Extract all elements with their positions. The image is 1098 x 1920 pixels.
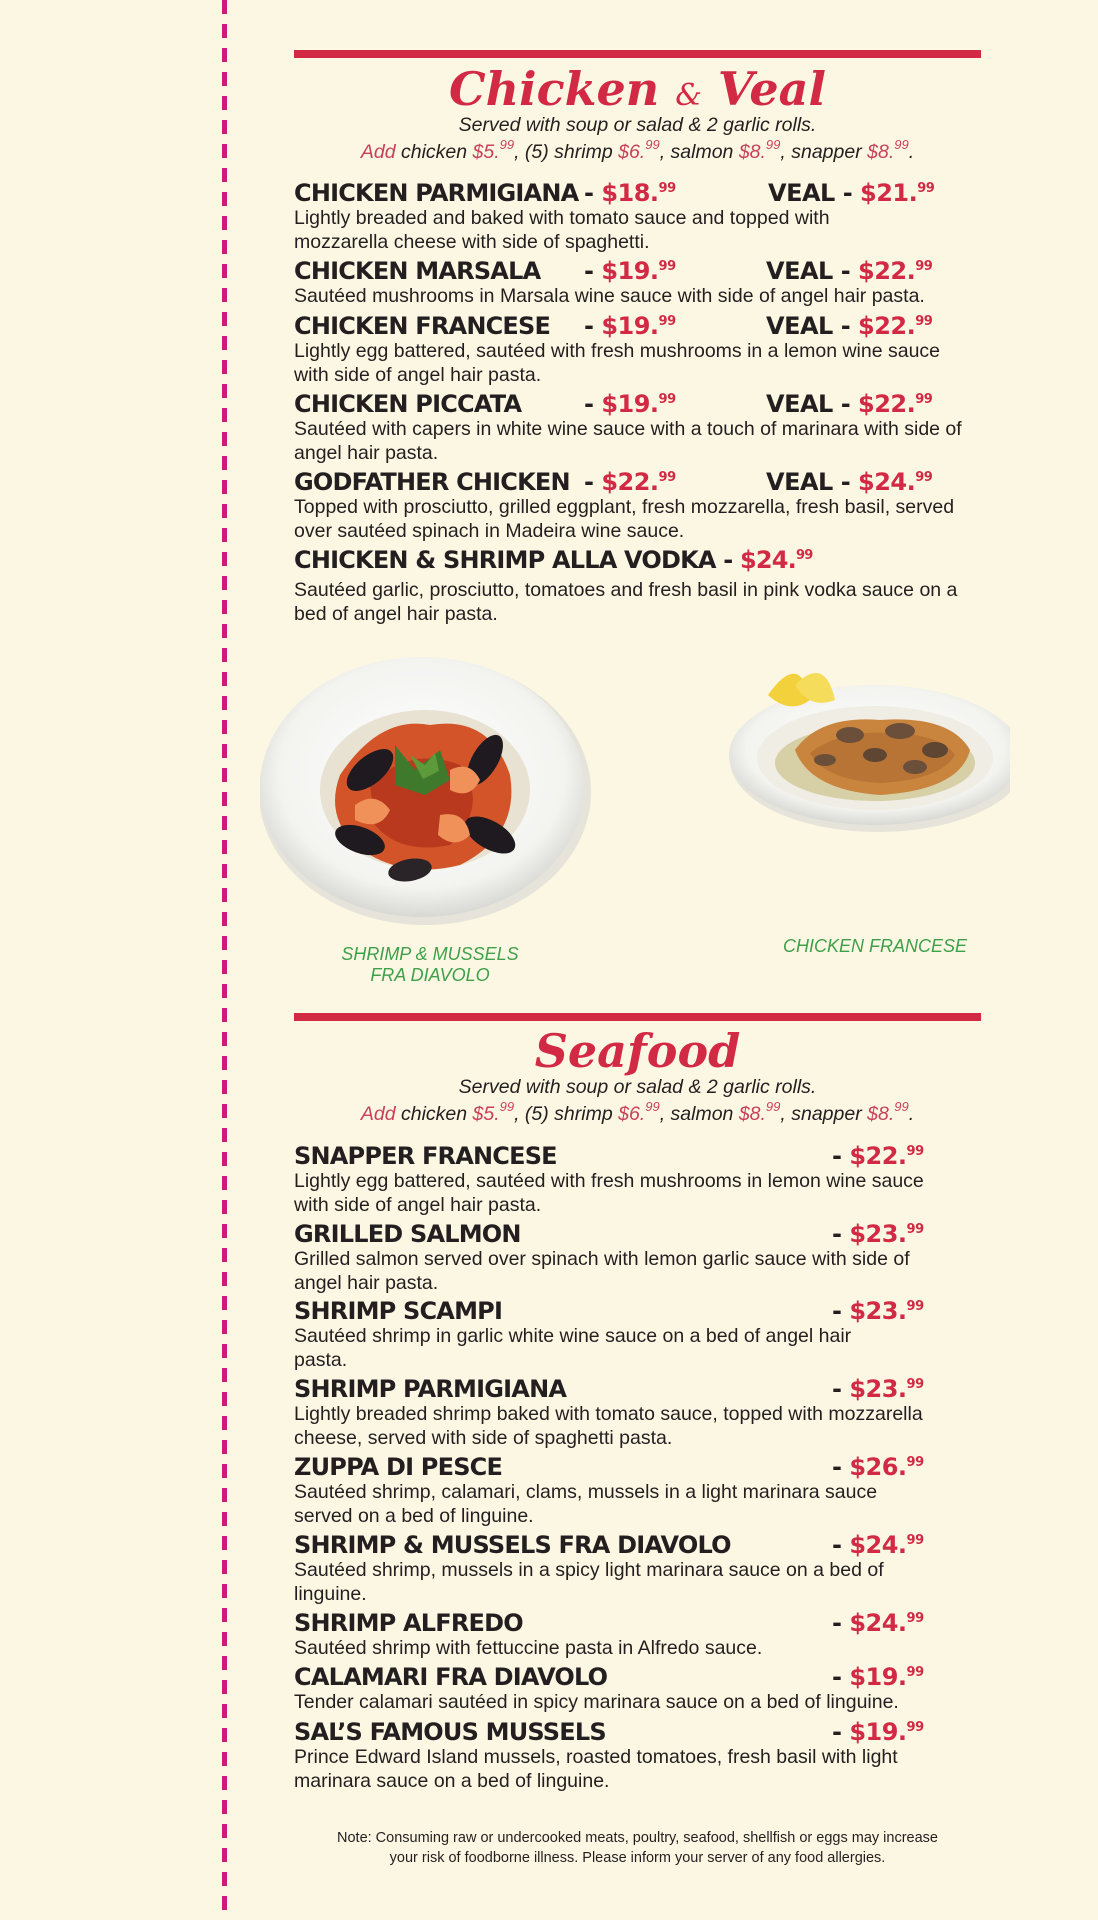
item-name: GRILLED SALMON xyxy=(294,1220,521,1248)
item-price: - $22.99 xyxy=(832,1142,924,1170)
menu-item xyxy=(294,1142,994,1217)
item-price: - $23.99 xyxy=(832,1297,924,1325)
menu-item xyxy=(294,1453,994,1528)
item-name: SHRIMP & MUSSELS FRA DIAVOLO xyxy=(294,1531,731,1559)
item-price: - $23.99 xyxy=(832,1375,924,1403)
shrimp-mussels-photo xyxy=(260,657,591,925)
item-description: Tender calamari sautéed in spicy marinara sauce on a bed of linguine. xyxy=(294,1691,899,1713)
menu-item xyxy=(294,390,994,465)
item-price: - $22.99 xyxy=(584,468,676,496)
veal-price: VEAL - $22.99 xyxy=(766,390,933,418)
section-title-seafood: Seafood xyxy=(534,1024,741,1078)
dashed-border-line xyxy=(222,0,227,1920)
menu-item xyxy=(294,257,994,308)
item-description: Lightly egg battered, sautéed with fresh mushrooms in a lemon wine sauce with side of angel hair pasta. xyxy=(294,340,941,386)
item-name: GODFATHER CHICKEN xyxy=(294,468,570,496)
menu-item xyxy=(294,1375,994,1450)
menu-item xyxy=(294,179,994,254)
menu-item xyxy=(294,546,994,626)
veal-price: VEAL - $24.99 xyxy=(766,468,933,496)
add-protein-note: Add chicken $5.99, (5) shrimp $6.99, salmon $8.99, snapper $8.99. xyxy=(360,137,915,163)
seafood-served-note: Served with soup or salad & 2 garlic rolls. xyxy=(458,1076,817,1098)
item-name: CHICKEN FRANCESE xyxy=(294,312,551,340)
item-name: CHICKEN & SHRIMP ALLA VODKA - $24.99 xyxy=(294,546,813,574)
item-price: - $24.99 xyxy=(832,1609,924,1637)
veal-price: VEAL - $22.99 xyxy=(766,312,933,340)
item-name: SHRIMP ALFREDO xyxy=(294,1609,523,1637)
item-name: ZUPPA DI PESCE xyxy=(294,1453,503,1481)
caption-chicken-francese: CHICKEN FRANCESE xyxy=(782,936,968,956)
item-price: - $19.99 xyxy=(832,1663,924,1691)
menu-item xyxy=(294,1663,994,1714)
item-price: - $19.99 xyxy=(584,312,676,340)
section-title-chicken-veal: Chicken & Veal xyxy=(449,62,826,116)
item-description: Lightly breaded and baked with tomato sauce and topped with mozzarella cheese with side of spaghetti. xyxy=(294,207,830,253)
item-name: CHICKEN PICCATA xyxy=(294,390,522,418)
allergy-note: Note: Consuming raw or undercooked meats, poultry, seafood, shellfish or eggs may increase your risk of foodborne illness. Please inform your server of any food allergies. xyxy=(337,1830,938,1866)
section-rule-seafood xyxy=(294,1013,981,1021)
item-price: - $24.99 xyxy=(832,1531,924,1559)
veal-price: VEAL - $21.99 xyxy=(768,179,935,207)
item-description: Lightly breaded shrimp baked with tomato sauce, topped with mozzarella cheese, served with side of spaghetti pasta. xyxy=(294,1403,923,1449)
item-price: - $26.99 xyxy=(832,1453,924,1481)
item-description: Sautéed shrimp in garlic white wine sauce on a bed of angel hair pasta. xyxy=(294,1325,852,1371)
item-description: Sautéed garlic, prosciutto, tomatoes and fresh basil in pink vodka sauce on a bed of angel hair pasta. xyxy=(294,579,958,625)
item-description: Lightly egg battered, sautéed with fresh mushrooms in lemon wine sauce with side of angel hair pasta. xyxy=(294,1170,924,1216)
item-name: SNAPPER FRANCESE xyxy=(294,1142,557,1170)
veal-price: VEAL - $22.99 xyxy=(766,257,933,285)
item-name: SHRIMP PARMIGIANA xyxy=(294,1375,567,1403)
item-price: - $18.99 xyxy=(584,179,676,207)
seafood-add-protein-note: Add chicken $5.99, (5) shrimp $6.99, salmon $8.99, snapper $8.99. xyxy=(360,1099,915,1125)
item-description: Sautéed shrimp, mussels in a spicy light marinara sauce on a bed of linguine. xyxy=(294,1559,884,1605)
item-name: CHICKEN MARSALA xyxy=(294,257,541,285)
item-name: SAL’S FAMOUS MUSSELS xyxy=(294,1718,606,1746)
item-description: Sautéed shrimp, calamari, clams, mussels in a light marinara sauce served on a bed of linguine. xyxy=(294,1481,878,1527)
caption-shrimp-mussels: SHRIMP & MUSSELS FRA DIAVOLO xyxy=(341,944,519,985)
menu-item xyxy=(294,1297,994,1372)
item-description: Topped with prosciutto, grilled eggplant, fresh mozzarella, fresh basil, served over sautéed spinach in Madeira wine sauce. xyxy=(294,496,955,542)
menu-item xyxy=(294,312,994,387)
item-description: Sautéed shrimp with fettuccine pasta in Alfredo sauce. xyxy=(294,1637,763,1659)
item-price: - $19.99 xyxy=(584,257,676,285)
item-description: Prince Edward Island mussels, roasted tomatoes, fresh basil with light marinara sauce on a bed of linguine. xyxy=(294,1746,898,1792)
item-price: - $19.99 xyxy=(584,390,676,418)
item-price: - $23.99 xyxy=(832,1220,924,1248)
chicken-francese-photo xyxy=(729,673,1010,832)
item-price: - $19.99 xyxy=(832,1718,924,1746)
item-price: $24.99 xyxy=(739,546,813,574)
menu-item xyxy=(294,1531,994,1606)
menu-item xyxy=(294,1718,994,1793)
item-description: Sautéed with capers in white wine sauce with a touch of marinara with side of angel hair pasta. xyxy=(294,418,962,464)
item-description: Grilled salmon served over spinach with lemon garlic sauce with side of angel hair pasta. xyxy=(294,1248,910,1294)
item-name: CHICKEN PARMIGIANA xyxy=(294,179,579,207)
menu-item xyxy=(294,1220,994,1295)
food-photos xyxy=(260,655,1010,925)
item-description: Sautéed mushrooms in Marsala wine sauce with side of angel hair pasta. xyxy=(294,285,925,307)
item-name: CALAMARI FRA DIAVOLO xyxy=(294,1663,608,1691)
menu-item xyxy=(294,1609,994,1660)
section-rule-top xyxy=(294,50,981,58)
item-name: SHRIMP SCAMPI xyxy=(294,1297,503,1325)
menu-item xyxy=(294,468,994,543)
served-with-note: Served with soup or salad & 2 garlic rolls. xyxy=(458,114,817,136)
